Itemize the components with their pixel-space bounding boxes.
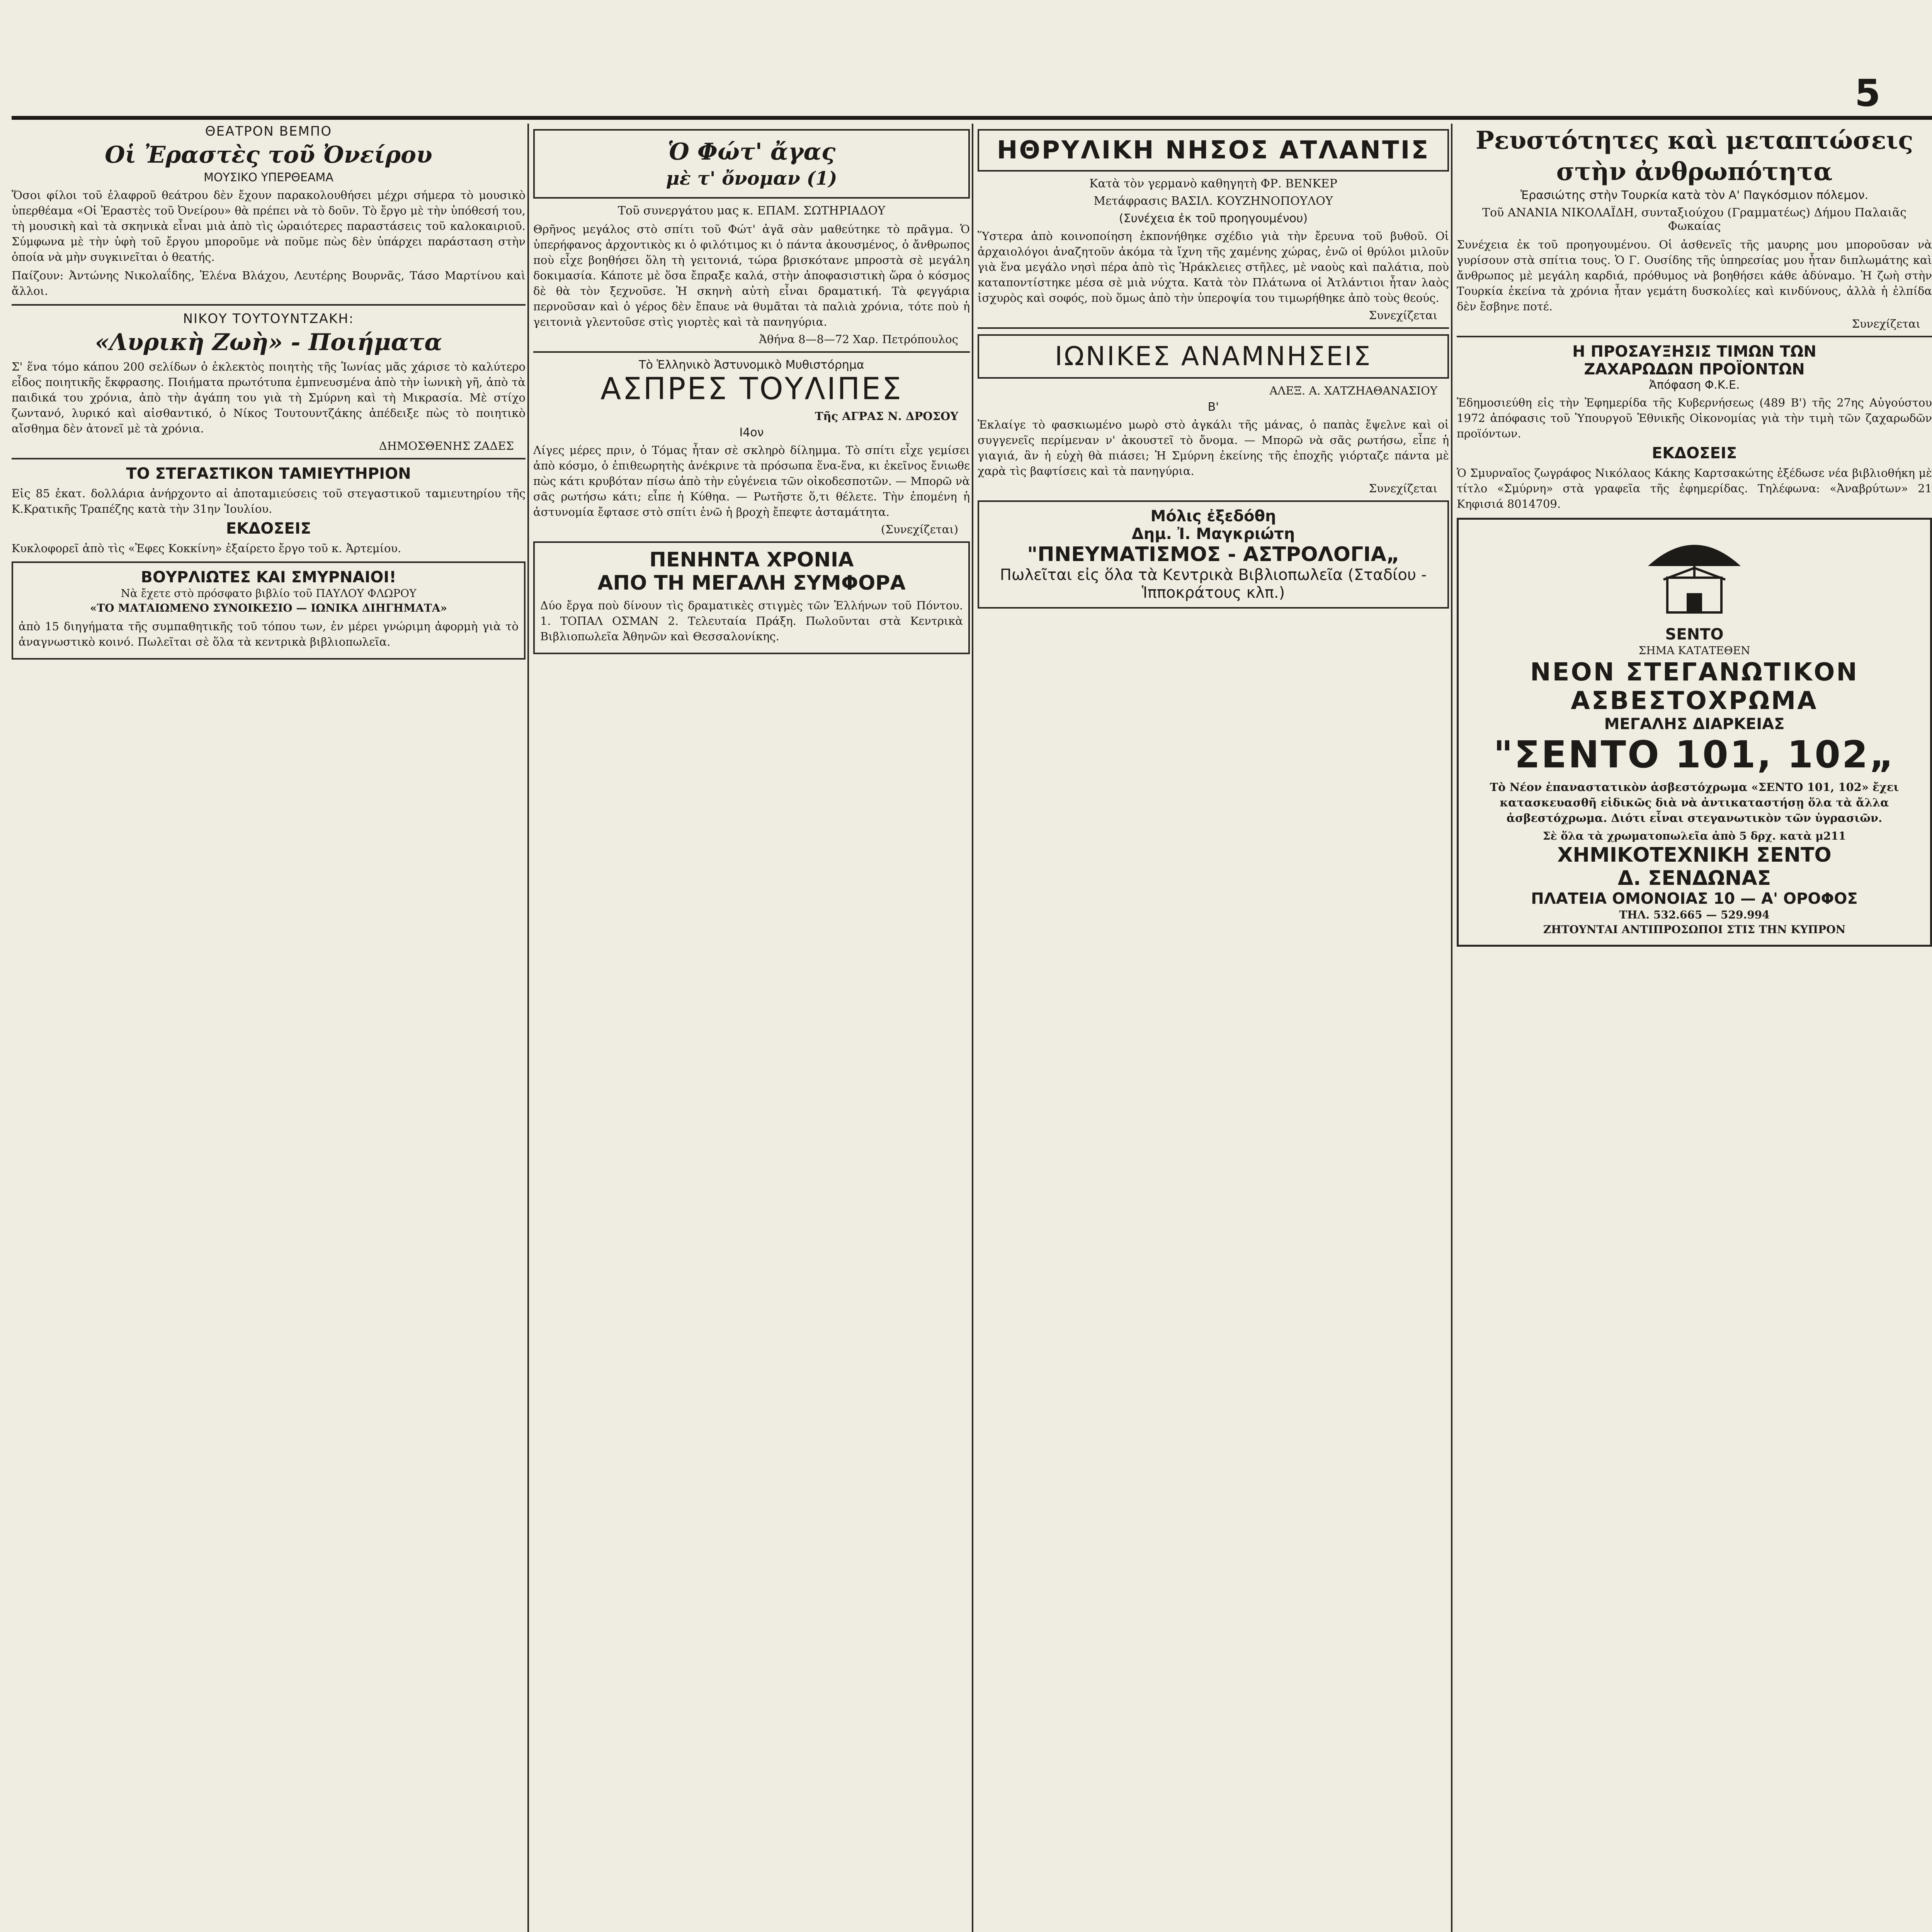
divider	[12, 458, 526, 459]
page-number: 5	[1855, 71, 1881, 115]
ionian-end: Συνεχίζεται	[1369, 482, 1437, 495]
column-1	[12, 124, 526, 1932]
serial-chapter: Ι4ον	[739, 426, 764, 439]
theatre-kicker: ΘΕΑΤΡΟΝ ΒΕΜΠΟ	[205, 124, 332, 139]
story-title: Ὁ Φώτ' ἄγας	[667, 138, 836, 165]
sento-line10: ΤΗΛ. 532.665 — 529.994	[1619, 908, 1770, 921]
book-ad-box	[12, 561, 526, 660]
savings-title: ΤΟ ΣΤΕΓΑΣΤΙΚΟΝ ΤΑΜΙΕΥΤΗΡΙΟΝ	[126, 465, 411, 483]
sento-line9: ΠΛΑΤΕΙΑ ΟΜΟΝΟΙΑΣ 10 — Α' ΟΡΟΦΟΣ	[1531, 890, 1858, 908]
divider	[533, 351, 970, 353]
atlantis-translator: Μετάφρασις ΒΑΣΙΛ. ΚΟΥΖΗΝΟΠΟΥΛΟΥ	[1094, 194, 1333, 208]
poems-signature: ΔΗΜΟΣΘΕΝΗΣ ΖΑΔΕΣ	[379, 439, 514, 452]
serial-body: Λίγες μέρες πριν, ὁ Τόμας ἦταν σὲ σκληρὸ δίλημμα. Τὸ σπίτι εἶχε γεμίσει ἀπὸ κόσμο, ὁ ἐπιθεωρητὴς ἀνέκρινε τὰ πρόσωπα ἕνα-ἕνα, κι ἐκεῖνος ἔνιωθε πὼς κάτι κρυβόταν πίσω ἀπὸ τὴν εὐγένεια τῶν οἰκοδεσποτῶν. — Μπορῶ νὰ σᾶς ρωτήσω κάτι; εἶπε ἡ Κύθηα. — Ρωτῆστε ὅ,τι θέλετε. Τὴν ἐπομένη ἡ ἀστυνομία ἔφτασε στὸ σπίτι ἐνῶ ἡ βροχὴ ἔπεφτε ἀσταμάτητα.	[533, 444, 970, 519]
serial-author: Τῆς ΑΓΡΑΣ Ν. ΔΡΟΣΟΥ	[815, 410, 958, 423]
poems-body: Σ' ἕνα τόμο κάπου 200 σελίδων ὁ ἐκλεκτὸς ποιητὴς τῆς Ἰωνίας μᾶς χάρισε τὸ καλύτερο εἶδος ποιητικῆς ἔκφρασης. Ποιήματα πρωτότυπα ἐμπνευσμένα ἀπὸ τὴν ἰωνικὴ γῆ, ἀπὸ τὰ παιδικά του χρόνια, ἀπὸ τὴν ἀγάπη του γιὰ τὴ Σμύρνη καὶ τὴ Μικρασία. Μὲ στίχο ζωντανό, λυρικό καὶ αἰσθαντικό, ὁ Νίκος Τουτουντζάκης ἀπέδειξε πὼς τὸ ποιητικὸ αἴσθημα δὲν ἀτονεῖ μὲ τὰ χρόνια.	[12, 360, 526, 435]
column-divider	[1451, 124, 1452, 1932]
sento-line1: ΝΕΟΝ ΣΤΕΓΑΝΩΤΙΚΟΝ	[1530, 658, 1859, 687]
ionian-body: Ἐκλαίγε τὸ φασκιωμένο μωρὸ στὸ ἀγκάλι τῆς μάνας, ὁ παπὰς ἔψελνε καὶ οἱ συγγενεῖς περίμεναν ν' ἀκουστεῖ τὸ ὄνομα. — Μπορῶ νὰ σᾶς ρωτήσω, εἶπε ἡ γιαγιά, ἂν ἡ εὐχὴ θὰ πιάσει; Ἡ Σμύρνη ἐκείνης τῆς ἐποχῆς γιόρταζε πάντα μὲ χαρὰ τὶς βαφτίσεις καὶ τὰ πανηγύρια.	[978, 418, 1449, 478]
sento-line2: ΑΣΒΕΣΤΟΧΡΩΜΑ	[1571, 687, 1818, 715]
ionian-title: ΙΩΝΙΚΕΣ ΑΝΑΜΝΗΣΕΙΣ	[1054, 341, 1372, 372]
sugar-notice-sub: Ἀπόφαση Φ.Κ.Ε.	[1649, 378, 1740, 392]
publications-body: Κυκλοφορεῖ ἀπὸ τὶς «Ἐφες Κοκκίνη» ἐξαίρετο ἔργο τοῦ κ. Ἀρτεμίου.	[12, 542, 401, 555]
book-ad-line1: ΒΟΥΡΛΙΩΤΕΣ ΚΑΙ ΣΜΥΡΝΑΙΟΙ!	[141, 568, 396, 586]
sento-ad	[1457, 518, 1932, 947]
story-body: Θρῆνος μεγάλος στὸ σπίτι τοῦ Φώτ' ἀγᾶ σὰν μαθεύτηκε τὸ πρᾶγμα. Ὁ ὑπερήφανος ἀρχοντικὸς κι ὁ φιλότιμος κι ὁ πάντα ἀκουσμένος, ὁ ἄνθρωπος ποὺ εἶχε βοηθήσει ὅλη τὴ γειτονιά, τώρα βρισκότανε μπροστὰ σὲ μεγάλη δοκιμασία. Κάποτε μὲ ὅσα ἔπραξε καλά, στὴν ἀποφασιστικὴ ὥρα ὁ κόσμος δὲ θὰ τὸν ξεχνοῦσε. Ἡ σκηνὴ αὐτὴ εἶναι δραματική. Τὰ φεγγάρια περνοῦσαν καὶ ὁ γέρος δὲν ἔπαυε νὰ θυμᾶται τὰ παλιὰ χρόνια, τότε ποὺ ἡ γειτονιὰ γλεντοῦσε στὶς γιορτὲς καὶ τὰ πανηγύρια.	[533, 223, 970, 328]
astrology-ad-line1: Μόλις ἐξεδόθη	[1150, 507, 1276, 525]
fluidity-byline: Τοῦ ΑΝΑΝΙΑ ΝΙΚΟΛΑΪΔΗ, συνταξιούχου (Γραμματέως) Δήμου Παλαιᾶς Φωκαίας	[1482, 206, 1907, 233]
book-ad-line3: «ΤΟ ΜΑΤΑΙΩΜΕΝΟ ΣΥΝΟΙΚΕΣΙΟ — ΙΩΝΙΚΑ ΔΙΗΓΗΜΑΤΑ»	[90, 602, 447, 614]
book-ad-line4: ἀπὸ 15 διηγήματα τῆς συμπαθητικῆς τοῦ τόπου των, ἐν μέρει γνώριμη ἀφορμὴ γιὰ τὸ ἀναγνωστικὸ κοινό. Πωλεῖται σὲ ὅλα τὰ κεντρικὰ βιβλιοπωλεῖα.	[19, 620, 519, 648]
astrology-ad-line4: Πωλεῖται εἰς ὅλα τὰ Κεντρικὰ Βιβλιοπωλεῖα (Σταδίου - Ἱπποκράτους κλπ.)	[1000, 566, 1427, 602]
atlantis-byline: Κατὰ τὸν γερμανὸ καθηγητὴ ΦΡ. ΒΕΝΚΕΡ	[1089, 177, 1337, 190]
divider	[978, 327, 1449, 329]
column-3	[978, 124, 1449, 1932]
theatre-subkicker: ΜΟΥΣΙΚΟ ΥΠΕΡΘΕΑΜΑ	[204, 171, 333, 184]
astrology-ad-box	[978, 500, 1449, 609]
column-divider	[972, 124, 973, 1932]
umbrella-house-icon	[1640, 531, 1748, 620]
sento-line6: Σὲ ὅλα τὰ χρωματοπωλεῖα ἀπὸ 5 δρχ. κατὰ μ211	[1543, 830, 1846, 842]
story-byline: Τοῦ συνεργάτου μας κ. ΕΠΑΜ. ΣΩΤΗΡΙΑΔΟΥ	[617, 204, 886, 218]
theatre-body: Ὅσοι φίλοι τοῦ ἐλαφροῦ θεάτρου δὲν ἔχουν παρακολουθήσει μέχρι σήμερα τὸ μουσικὸ ὑπερθέαμα «Οἱ Ἐραστὲς τοῦ Ὀνείρου» θὰ πρέπει νὰ τὸ δοῦν. Τὸ ἔργο μὲ τὴν ὑπόθεσή του, τὴ μουσικὴ καὶ τὰ σκηνικὰ εἶναι μιὰ ἀπὸ τὶς ὡραιότερες παραστάσεις τοῦ καλοκαιριοῦ. Σύμφωνα μὲ τὴν ὑφὴ τοῦ ἔργου μποροῦμε νὰ ποῦμε πὼς δὲν ὑπάρχει παράσταση στὴν ὁποία νὰ μὴν συγκινεῖται ὁ θεατής.	[12, 189, 526, 264]
pontus-ad-title2: ΑΠΟ ΤΗ ΜΕΓΑΛΗ ΣΥΜΦΟΡΑ	[597, 571, 906, 595]
ionian-header-box	[978, 334, 1449, 379]
story-header-box	[533, 129, 970, 199]
sento-brand-sub: ΣΗΜΑ ΚΑΤΑΤΕΘΕΝ	[1638, 644, 1750, 657]
sento-line4: "ΣΕΝΤΟ 101, 102„	[1493, 733, 1895, 776]
story-signature: Ἀθήνα 8—8—72 Χαρ. Πετρόπουλος	[759, 333, 958, 346]
story-subtitle: μὲ τ' ὄνομαν (1)	[666, 168, 837, 189]
fluidity-end: Συνεχίζεται	[1852, 317, 1920, 330]
publications-title: ΕΚΔΟΣΕΙΣ	[226, 520, 311, 537]
sento-line7: ΧΗΜΙΚΟΤΕΧΝΙΚΗ ΣΕΝΤΟ	[1557, 844, 1832, 867]
atlantis-body: Ὕστερα ἀπὸ κοινοποίηση ἐκπονήθηκε σχέδιο γιὰ τὴν ἔρευνα τοῦ βυθοῦ. Οἱ ἀρχαιολόγοι ἀναζητοῦν ἀκόμα τὰ ἴχνη τῆς χαμένης χώρας, ἐνῶ οἱ θρύλοι μιλοῦν γιὰ ἕνα μεγάλο νησὶ πέρα ἀπὸ τὶς Ἡράκλειες στῆλες, μὲ ναοὺς καὶ παλάτια, ποὺ καταποντίστηκε μέσα σὲ μιὰ νύχτα. Κατὰ τὸν Πλάτωνα οἱ Ἀτλάντιοι ἦταν λαὸς ἰσχυρὸς καὶ σοφός, ποὺ ὅμως ἀπὸ τὴν ὑπεροψία του τιμωρήθηκε ἀπὸ τοὺς θεούς.	[978, 230, 1449, 304]
serial-title: ΑΣΠΡΕΣ ΤΟΥΛΙΠΕΣ	[600, 372, 903, 406]
atlantis-header-box	[978, 129, 1449, 172]
fluidity-body: Συνέχεια ἐκ τοῦ προηγουμένου. Οἱ ἀσθενεῖς τῆς μαυρης μου μποροῦσαν νὰ γυρίσουν στὰ σπίτια τους. Ὁ Γ. Ουσίδης τῆς ὑπηρεσίας μου ἦταν διπλωμάτης καὶ ἄνθρωπος μὲ μεγάλη καρδιά, πρόθυμος νὰ βοηθήσει κάθε ἀδύναμο. Ἡ ζωὴ στὴν Τουρκία ἐκείνα τὰ χρόνια ἦταν γεμάτη δυσκολίες καὶ κινδύνους, ἀλλὰ ἡ ἐλπίδα δὲν ἔσβηνε ποτέ.	[1457, 238, 1932, 313]
divider	[12, 304, 526, 306]
theatre-title: Οἱ Ἐραστὲς τοῦ Ὀνείρου	[105, 141, 432, 168]
pontus-ad-box	[533, 541, 970, 654]
atlantis-title: ΗΘΡΥΛΙΚΗ ΝΗΣΟΣ ΑΤΛΑΝΤΙΣ	[997, 136, 1430, 165]
pontus-ad-title1: ΠΕΝΗΝΤΑ ΧΡΟΝΙΑ	[649, 548, 854, 571]
sento-line11: ΖΗΤΟΥΝΤΑΙ ΑΝΤΙΠΡΟΣΩΠΟΙ ΣΤΙΣ ΤΗΝ ΚΥΠΡΟΝ	[1543, 923, 1846, 936]
theatre-cast: Παίζουν: Ἀντώνης Νικολαΐδης, Ἑλένα Βλάχου, Λευτέρης Βουρνᾶς, Τάσο Μαρτίνου καὶ ἄλλοι.	[12, 269, 526, 298]
sugar-notice-title: Η ΠΡΟΣΑΥΞΗΣΙΣ ΤΙΜΩΝ ΤΩΝ	[1572, 343, 1816, 361]
astrology-ad-line2: Δημ. Ἰ. Μαγκριώτη	[1131, 525, 1295, 543]
sento-line3: ΜΕΓΑΛΗΣ ΔΙΑΡΚΕΙΑΣ	[1604, 715, 1785, 733]
col4-publications-body: Ὁ Σμυρναῖος ζωγράφος Νικόλαος Κάκης Καρτσακώτης ἐξέδωσε νέα βιβλιοθήκη μὲ τίτλο «Σμύρνη» στὰ γραφεῖα τῆς ἐφημερίδας. Τηλέφωνα: «Ἀναβρύτων» 21 Κηφισιά 8014709.	[1457, 466, 1932, 510]
top-rule	[12, 116, 1932, 120]
divider	[1457, 336, 1932, 337]
sento-line5: Τὸ Νέον ἐπαναστατικὸν ἀσβεστόχρωμα «ΣΕΝΤΟ 101, 102» ἔχει κατασκευασθῆ εἰδικῶς διὰ νὰ ἀντικαταστήσῃ ὅλα τὰ ἄλλα ἀσβεστόχρωμα. Διότι εἶναι στεγανωτικὸν τῶν ὑγρασιῶν.	[1490, 781, 1899, 825]
ionian-author: ΑΛΕΞ. Α. ΧΑΤΖΗΑΘΑΝΑΣΙΟΥ	[1269, 384, 1437, 397]
ionian-chapter: Β'	[1208, 400, 1219, 414]
savings-body: Εἰς 85 ἑκατ. δολλάρια ἀνήρχοντο αἱ ἀποταμιεύσεις τοῦ στεγαστικοῦ ταμιευτηρίου τῆς Κ.Κρατικῆς Τραπέζης κατὰ τὴν 31ην Ἰουλίου.	[12, 487, 526, 515]
astrology-ad-line3: "ΠΝΕΥΜΑΤΙΣΜΟΣ - ΑΣΤΡΟΛΟΓΙΑ„	[1027, 543, 1400, 566]
fluidity-title-2: στὴν ἀνθρωπότητα	[1556, 157, 1833, 186]
book-ad-line2: Νὰ ἔχετε στὸ πρόσφατο βιβλίο τοῦ ΠΑΥΛΟΥ ΦΛΩΡΟΥ	[121, 587, 417, 600]
sento-brand: SENTO	[1665, 626, 1724, 643]
atlantis-end: Συνεχίζεται	[1369, 309, 1437, 322]
column-2	[533, 124, 970, 1932]
fluidity-title-1: Ρευστότητες καὶ μεταπτώσεις	[1475, 126, 1913, 155]
atlantis-continuation: (Συνέχεια ἐκ τοῦ προηγουμένου)	[1119, 212, 1308, 225]
sugar-notice-title2: ΖΑΧΑΡΩΔΩΝ ΠΡΟΪΟΝΤΩΝ	[1584, 361, 1805, 378]
fluidity-subtitle: Ἐρασιώτης στὴν Τουρκία κατὰ τὸν Α' Παγκόσμιον πόλεμον.	[1520, 189, 1869, 202]
column-4	[1457, 124, 1932, 1932]
column-divider	[527, 124, 529, 1932]
sugar-notice-body: Ἐδημοσιεύθη εἰς τὴν Ἐφημερίδα τῆς Κυβερνήσεως (489 Β') τῆς 27ης Αὐγούστου 1972 ἀπόφασις τοῦ Ὑπουργοῦ Ἐθνικῆς Οἰκονομίας γιὰ τὴν τιμὴ τῶν ζαχαρωδῶν προϊόντων.	[1457, 396, 1932, 440]
serial-continues: (Συνεχίζεται)	[881, 523, 958, 536]
pontus-ad-body: Δύο ἔργα ποὺ δίνουν τὶς δραματικὲς στιγμὲς τῶν Ἑλλήνων τοῦ Πόντου. 1. ΤΟΠΑΛ ΟΣΜΑΝ 2. Τελευταία Πράξη. Πωλοῦνται στὰ Κεντρικὰ Βιβλιοπωλεῖα Ἀθηνῶν καὶ Θεσσαλονίκης.	[540, 599, 963, 643]
poems-kicker: ΝΙΚΟΥ ΤΟΥΤΟΥΝΤΖΑΚΗ:	[183, 311, 354, 327]
col4-publications-title: ΕΚΔΟΣΕΙΣ	[1651, 444, 1737, 462]
serial-label: Τὸ Ἑλληνικὸ Ἀστυνομικὸ Μυθιστόρημα	[639, 358, 864, 372]
sento-line8: Δ. ΣΕΝΔΩΝΑΣ	[1617, 867, 1771, 890]
poems-title: «Λυρικὴ Ζωὴ» - Ποιήματα	[95, 329, 442, 356]
